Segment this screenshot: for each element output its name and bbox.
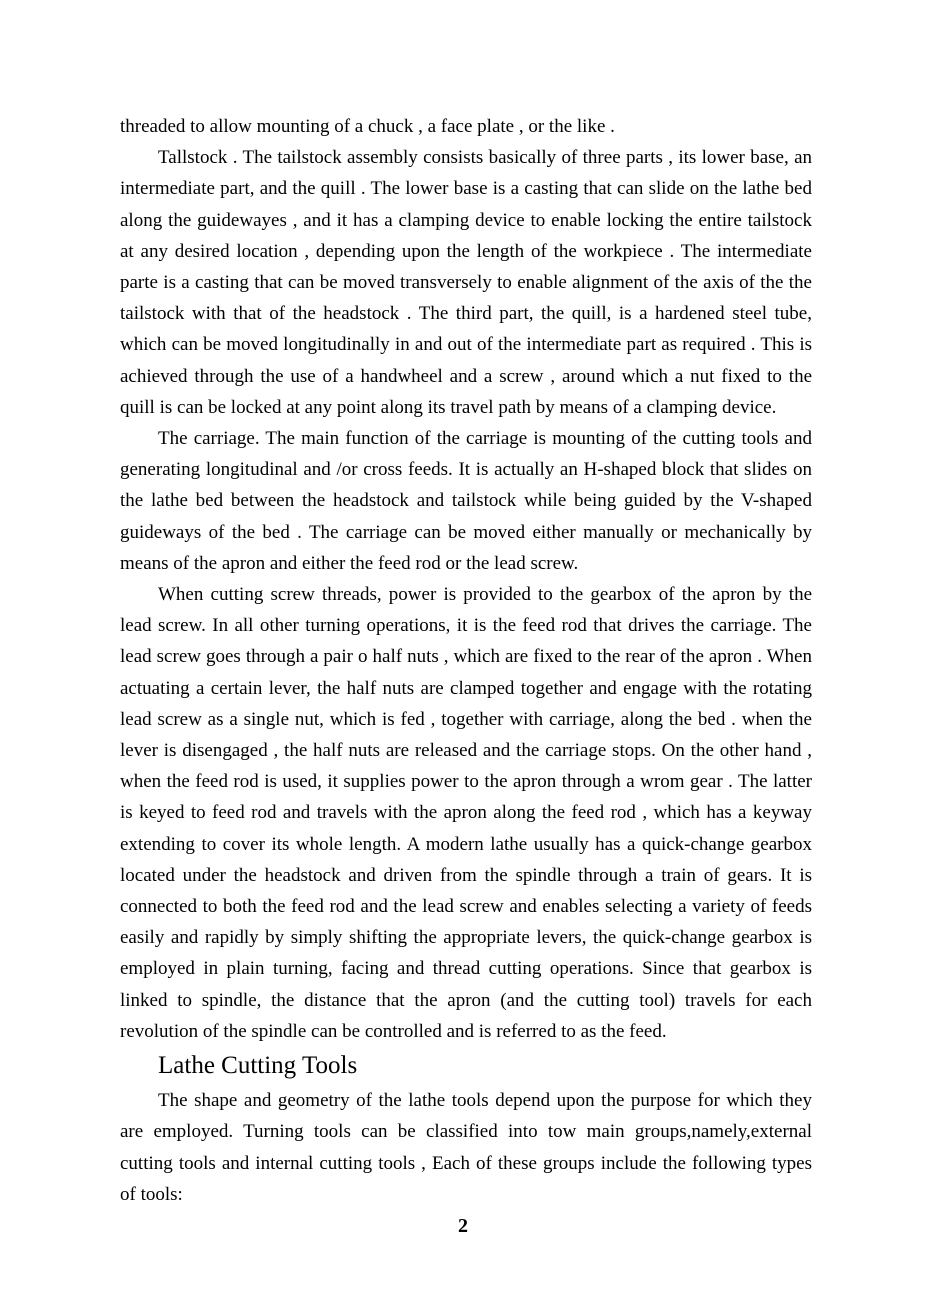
paragraph-tailstock: Tallstock . The tailstock assembly consists basically of three parts , its lower base, an intermediate part, and the quill . The lower base is a casting that can slide on the lathe bed along the guidewayes , and it has a clamping device to enable locking the entire tailstock at any desired location , depending upon the length of the workpiece . The intermediate parte is a casting that can be moved transversely to enable alignment of the axis of the the tailstock with that of the headstock . The third part, the quill, is a hardened steel tube, which can be moved longitudinally in and out of the intermediate part as required . This is achieved through the use of a handwheel and a screw , around which a nut fixed to the quill is can be locked at any point along its travel path by means of a clamping device. bbox=[120, 147, 812, 418]
paragraph-carriage: The carriage. The main function of the carriage is mounting of the cutting tools and generating longitudinal and /or cross feeds. It is actually an H-shaped block that slides on the lathe bed between the headstock and tailstock while being guided by the V-shaped guideways of the bed . The carriage can be moved either manually or mechanically by means of the apron and either the feed rod or the lead screw. bbox=[120, 428, 812, 574]
paragraph-tool-groups: The shape and geometry of the lathe tools depend upon the purpose for which they are employed. Turning tools can be classified into tow main groups,namely,external cutting tools and internal cutting tools , Each of these groups include the following types of tools: bbox=[120, 1090, 812, 1205]
page-number: 2 bbox=[458, 1215, 468, 1237]
section-heading-lathe-cutting-tools: Lathe Cutting Tools bbox=[158, 1052, 358, 1080]
page-content bbox=[120, 111, 812, 1210]
paragraph-lead-screw-feed: When cutting screw threads, power is provided to the gearbox of the apron by the lead screw. In all other turning operations, it is the feed rod that drives the carriage. The lead screw goes through a pair o half nuts , which are fixed to the rear of the apron . When actuating a certain lever, the half nuts are clamped together and engage with the rotating lead screw as a single nut, which is fed , together with carriage, along the bed . when the lever is disengaged , the half nuts are released and the carriage stops. On the other hand , when the feed rod is used, it supplies power to the apron through a wrom gear . The latter is keyed to feed rod and travels with the apron along the feed rod , which has a keyway extending to cover its whole length. A modern lathe usually has a quick-change gearbox located under the headstock and driven from the spindle through a train of gears. It is connected to both the feed rod and the lead screw and enables selecting a variety of feeds easily and rapidly by simply shifting the appropriate levers, the quick-change gearbox is employed in plain turning, facing and thread cutting operations. Since that gearbox is linked to spindle, the distance that the apron (and the cutting tool) travels for each revolution of the spindle can be controlled and is referred to as the feed. bbox=[120, 584, 812, 1042]
paragraph-continuation: threaded to allow mounting of a chuck , a face plate , or the like . bbox=[120, 116, 615, 137]
